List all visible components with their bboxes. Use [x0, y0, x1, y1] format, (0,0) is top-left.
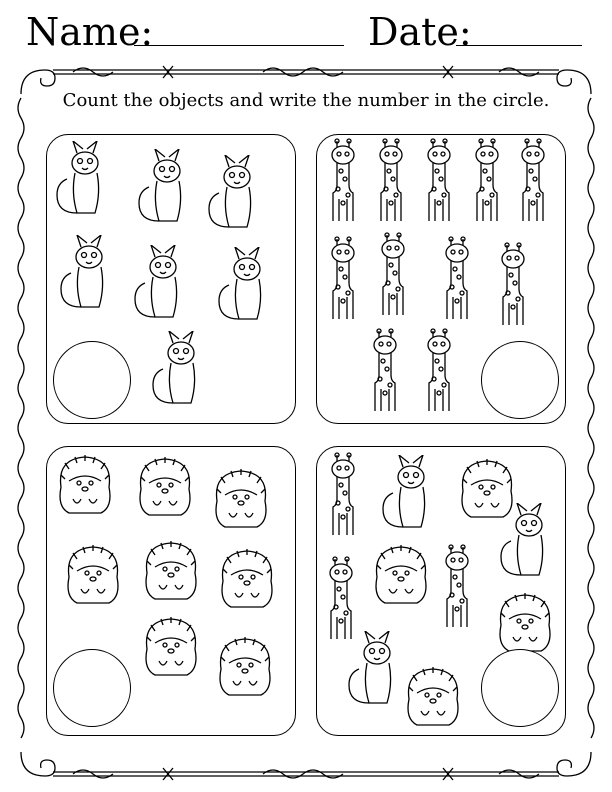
hedgehog-icon: [371, 543, 431, 607]
fox-icon: [207, 155, 267, 235]
giraffe-icon: [323, 137, 363, 227]
fox-icon: [381, 455, 441, 535]
count-panel-hedgehogs: [46, 446, 296, 736]
hedgehog-icon: [55, 453, 115, 517]
hedgehog-icon: [135, 455, 195, 519]
count-panel-foxes: [46, 134, 296, 424]
name-field[interactable]: [134, 45, 344, 46]
giraffe-icon: [323, 451, 363, 541]
fox-icon: [133, 245, 193, 325]
hedgehog-icon: [141, 539, 201, 603]
giraffe-icon: [323, 235, 363, 325]
fox-icon: [59, 235, 119, 315]
name-label: Name:: [26, 10, 154, 54]
giraffe-icon: [371, 137, 411, 227]
fox-icon: [347, 631, 407, 711]
giraffe-icon: [365, 327, 405, 417]
fox-icon: [217, 247, 277, 327]
fox-icon: [55, 141, 115, 221]
answer-circle[interactable]: [481, 649, 559, 727]
date-field[interactable]: [456, 45, 582, 46]
hedgehog-icon: [211, 467, 271, 531]
fox-icon: [137, 149, 197, 229]
giraffe-icon: [467, 137, 507, 227]
giraffe-icon: [437, 543, 477, 633]
giraffe-icon: [437, 235, 477, 325]
count-panel-mixed: [316, 446, 566, 736]
fox-icon: [499, 503, 559, 583]
answer-circle[interactable]: [481, 341, 559, 419]
giraffe-icon: [419, 327, 459, 417]
hedgehog-icon: [63, 543, 123, 607]
hedgehog-icon: [215, 635, 275, 699]
hedgehog-icon: [141, 615, 201, 679]
hedgehog-icon: [495, 591, 555, 655]
giraffe-icon: [373, 231, 413, 321]
fox-icon: [151, 331, 211, 411]
worksheet-header: [0, 4, 612, 60]
hedgehog-icon: [217, 547, 277, 611]
instructions-text: Count the objects and write the number in the circle.: [62, 90, 550, 111]
answer-circle[interactable]: [53, 649, 131, 727]
giraffe-icon: [493, 241, 533, 331]
hedgehog-icon: [403, 665, 463, 729]
answer-circle[interactable]: [53, 341, 131, 419]
count-panel-giraffes: [316, 134, 566, 424]
giraffe-icon: [419, 137, 459, 227]
giraffe-icon: [513, 137, 553, 227]
date-label: Date:: [368, 10, 472, 54]
